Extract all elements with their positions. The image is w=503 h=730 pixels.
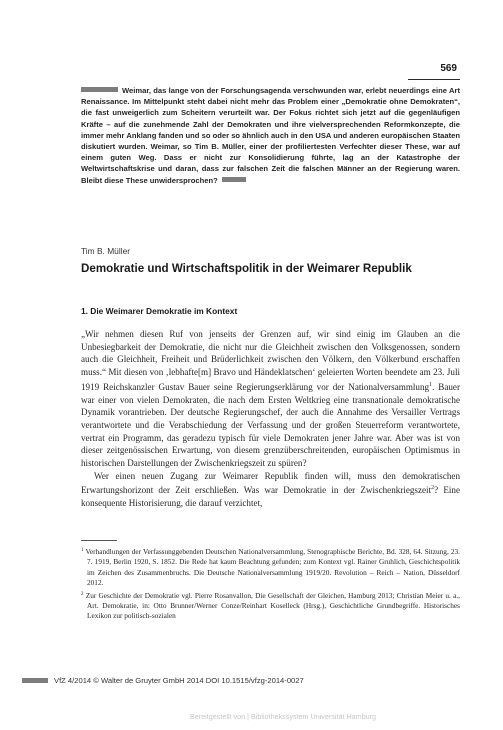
- journal-footer: [22, 676, 304, 685]
- footnote-rule: [81, 540, 117, 541]
- footnotes: [81, 546, 460, 623]
- body-paragraph: „Wir nehmen diesen Ruf von jenseits der Grenzen auf, wir sind einig im Glauben an die Unbesiegbarkeit der Demokratie, die nicht nur die Gleichheit zwischen den Volksgenossen, sondern auch die Gleichheit, Freiheit und Brüderlichkeit zwischen den Völkern, den Völkerbund erschaffen muss.“ Mit diesen von ‚lebhafte[m] Bravo und Händeklatschen‘ geleierten Worten beendete am 23. Juli 1919 Reichskanzler Gustav Bauer seine Regierungserklärung vor der Nationalversammlung$^1$. Bauer war einer von vielen Demokraten, die nach dem Ersten Weltkrieg eine transnationale demokratische Dynamik vorantrieben. Der deutsche Regierungschef, der auch die Annahme des Versailler Vertrags verantwortete und die Verabschiedung der Verfassung und der großen Steuerreform verantwortete, vertrat ein Programm, das geradezu typisch für viele Demokraten jener Jahre war. Aber was ist von dieser zeitgenössischen Erwartung, von diesem grenzüberschreitenden, europäischen Optimismus in historischen Darstellungen der Zwischenkriegszeit zu spüren?: [81, 329, 460, 469]
- abstract-end-bar: [222, 177, 246, 182]
- footnote-ref[interactable]: 1: [429, 381, 433, 388]
- article-title: Demokratie und Wirtschaftspolitik in der Weimarer Republik: [81, 262, 412, 275]
- footnote-ref[interactable]: 2: [431, 485, 435, 492]
- page-number: 569: [440, 63, 457, 74]
- abstract-start-bar: [81, 87, 118, 92]
- abstract-text: Weimar, das lange von der Forschungsagenda verschwunden war, erlebt neuerdings eine Art Renaissance. Im Mittelpunkt steht dabei nicht mehr das Problem einer „Demokratie ohne Demokraten“, die fast unweigerlich zum Scheitern verurteilt war. Der Fokus richtet sich jetzt auf die gegenläufigen Kräfte – auf die zunehmende Zahl der Demokraten und ihre vielversprechenden Reformkonzepte, die immer mehr Anklang fanden und so oder so ähnlich auch in den USA und anderen europäischen Staaten diskutiert wurden. Weimar, so Tim B. Müller, einer der profiliertesten Verfechter dieser These, war auf einem guten Weg. Dass er nicht zur Konsolidierung führte, lag an der Katastrophe der Weltwirtschaftskrise und daran, dass zur falschen Zeit die falschen Männer an der Regierung waren. Bleibt diese These unwidersprochen?: [81, 86, 460, 185]
- body-paragraph: Wer einen neuen Zugang zur Weimarer Republik finden will, muss den demokratischen Erwartungshorizont der Zeit erschließen. Was war Demokratie in der Zwischenkriegszeit$^2$? Eine konsequente Historisierung, die darauf verzichtet,: [81, 470, 460, 509]
- header-rule: [408, 79, 460, 80]
- article-author: Tim B. Müller: [81, 246, 131, 256]
- footer-bar: [22, 678, 48, 683]
- download-watermark: Bereitgestellt von | Bibliothekssystem Universität Hamburg: [190, 712, 377, 721]
- section-heading: 1. Die Weimarer Demokratie im Kontext: [81, 306, 238, 316]
- footer-citation: VfZ 4/2014 © Walter de Gruyter GmbH 2014 DOI 10.1515/vfzg-2014-0027: [54, 676, 304, 685]
- body-text: [81, 328, 460, 510]
- footnote: $^1$ Verhandlungen der Verfassunggebenden Deutschen Nationalversammlung, Stenographische Berichte, Bd. 328, 64. Sitzung, 23. 7. 1919, Berlin 1920, S. 1852. Die Rede hat kaum Beachtung gefunden; zum Kontext vgl. Rainer Gruhlich, Geschichtspolitik im Zeichen des Zusammenbruchs. Die Deutsche Nationalversammlung 1919/20. Revolution – Reich – Nation, Düsseldorf 2012.: [81, 547, 460, 588]
- footnote: $^2$ Zur Geschichte der Demokratie vgl. Pierre Rosanvallon, Die Gesellschaft der Gleichen, Hamburg 2013; Christian Meier u. a., Art. Demokratie, in: Otto Brunner/Werner Conze/Reinhart Koselleck (Hrsg.), Geschichtliche Grundbegriffe. Historisches Lexikon zur politisch-sozialen: [81, 590, 460, 621]
- abstract: [81, 85, 460, 186]
